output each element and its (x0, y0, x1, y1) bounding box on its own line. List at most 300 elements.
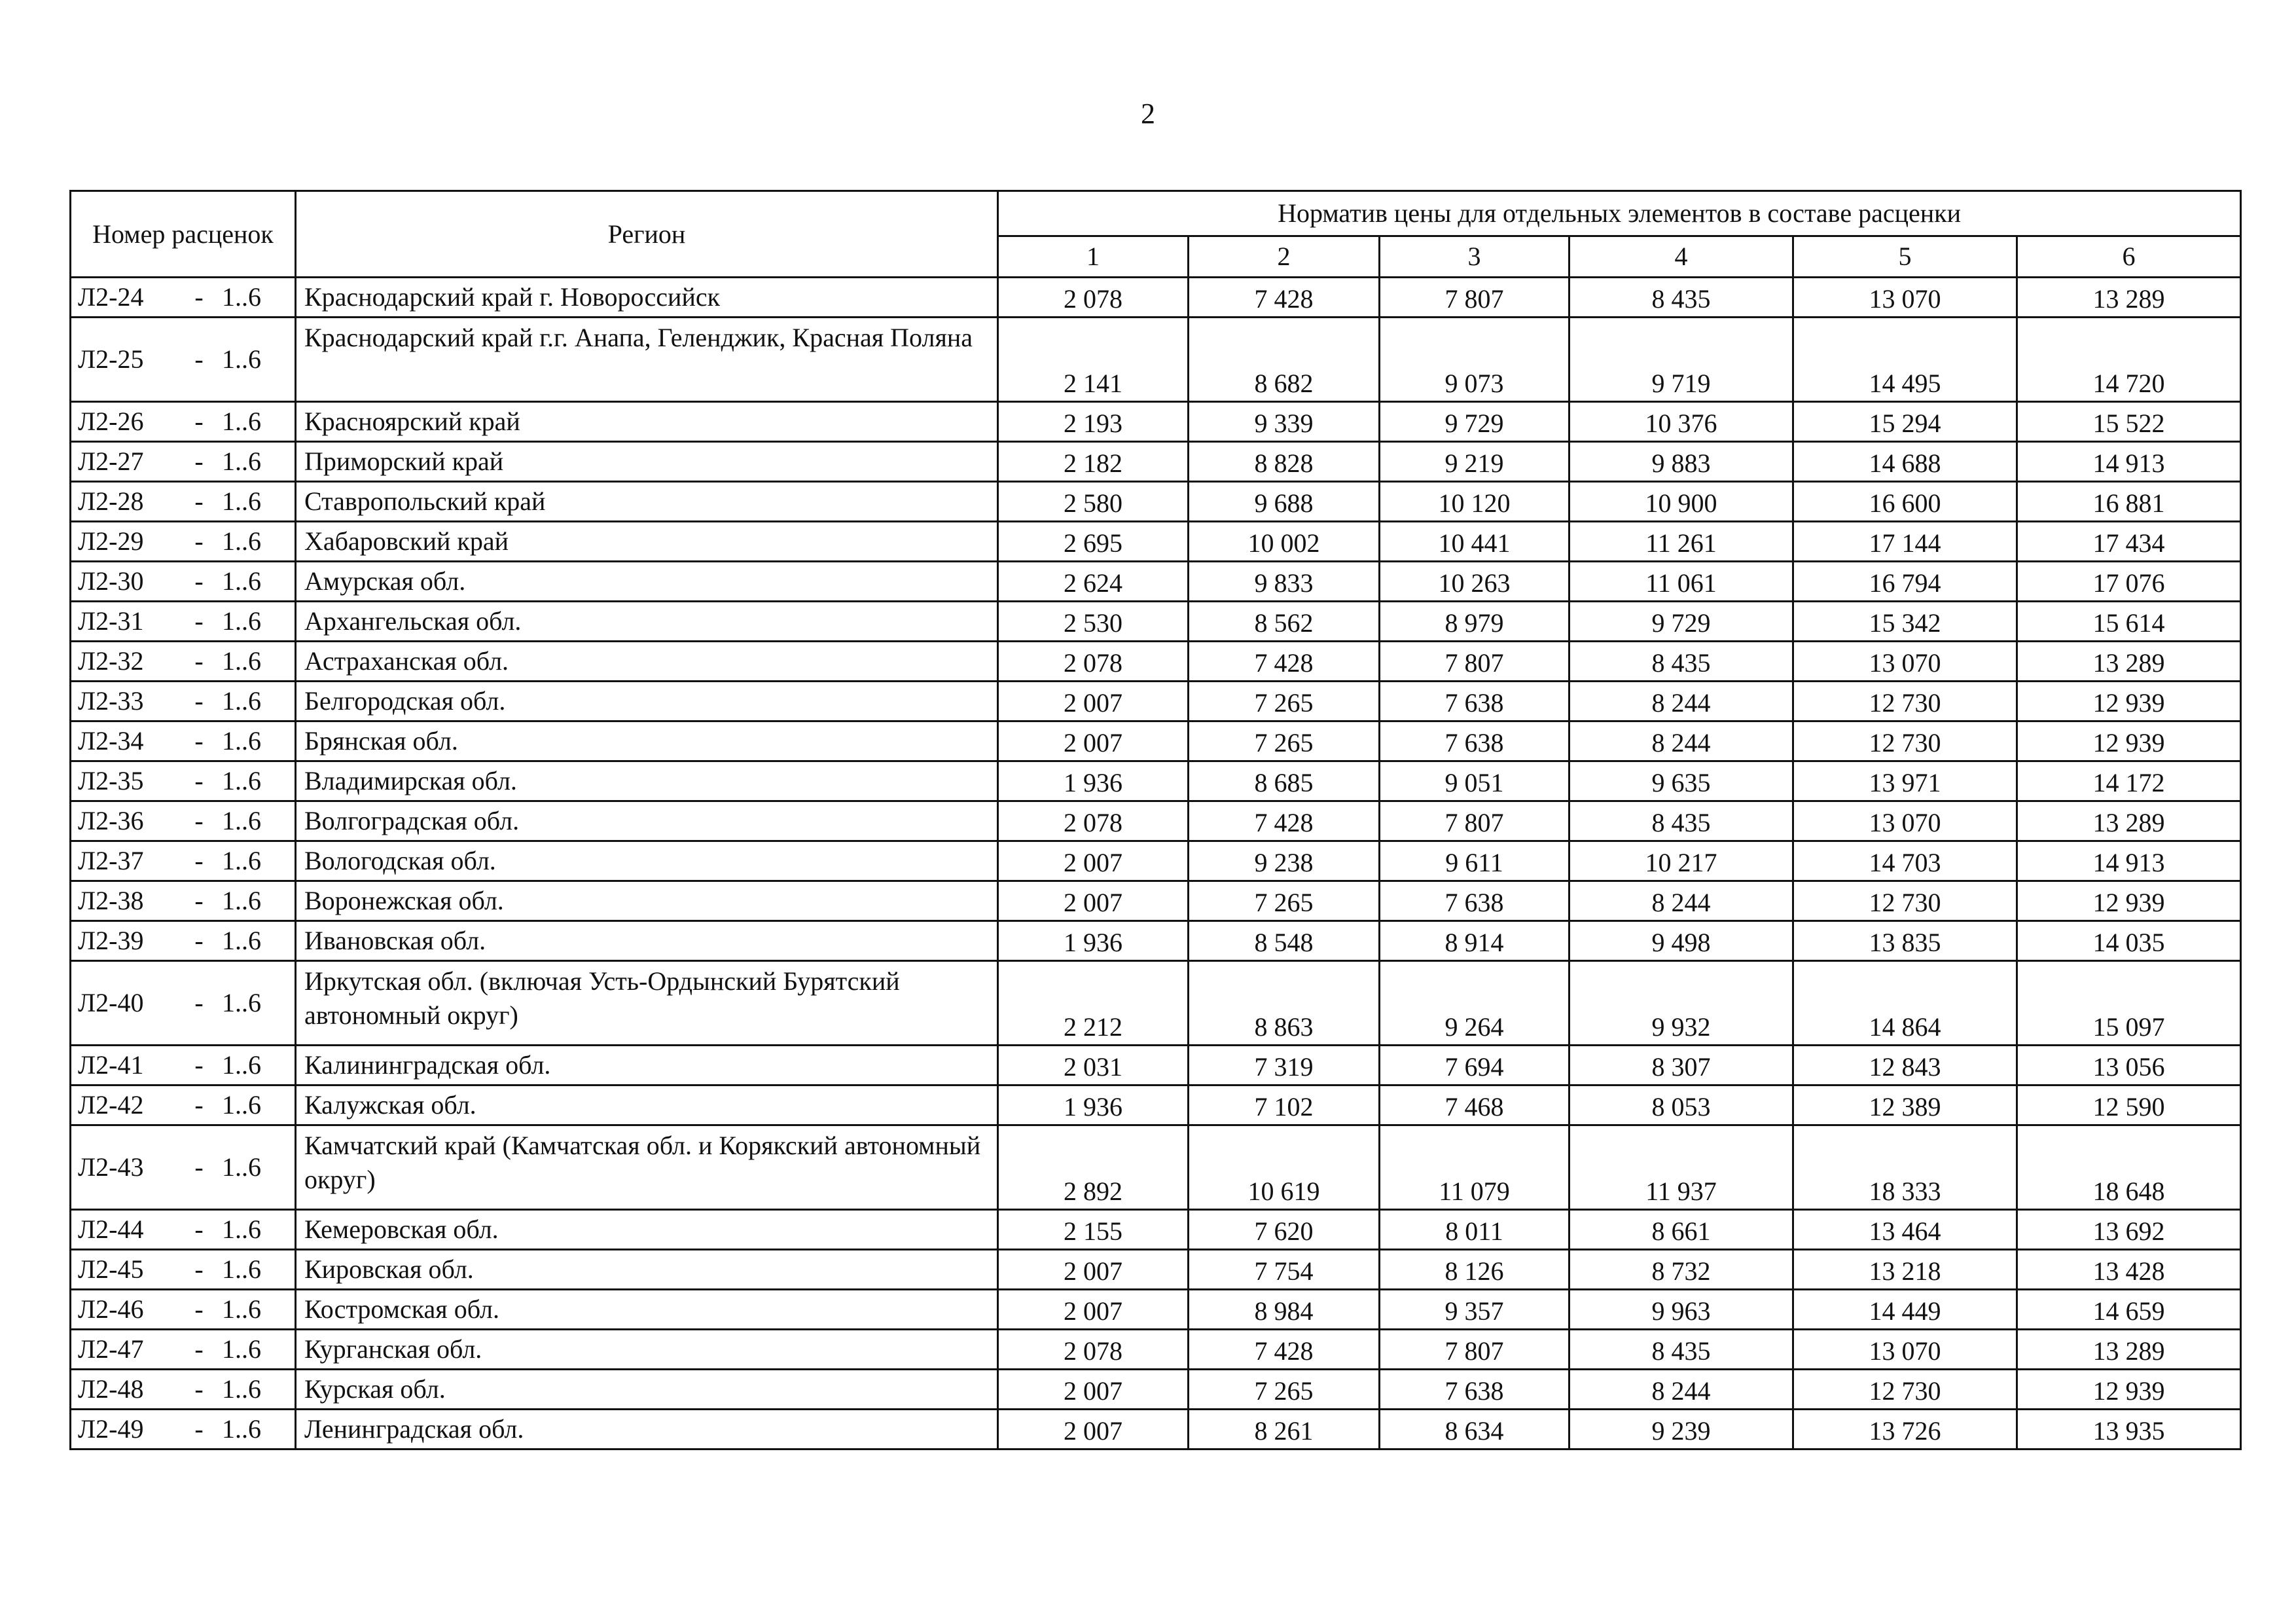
price-cell-5: 12 730 (1793, 1370, 2017, 1410)
price-cell-2: 8 548 (1189, 921, 1380, 961)
price-cell-4: 8 307 (1570, 1046, 1793, 1085)
table-row (71, 1085, 2241, 1125)
price-cell-3: 8 011 (1380, 1210, 1570, 1250)
price-cell-2: 9 688 (1189, 482, 1380, 522)
price-cell-6: 14 035 (2017, 921, 2241, 961)
rate-code-cell (71, 921, 296, 961)
price-cell-3: 9 073 (1380, 318, 1570, 402)
rate-range: 1..6 (222, 526, 261, 556)
region-cell: Архангельская обл. (296, 602, 998, 642)
region-cell: Хабаровский край (296, 522, 998, 562)
price-cell-5: 13 726 (1793, 1410, 2017, 1450)
price-cell-6: 13 428 (2017, 1250, 2241, 1290)
price-cell-5: 13 835 (1793, 921, 2017, 961)
price-cell-5: 13 218 (1793, 1250, 2017, 1290)
price-cell-5: 16 794 (1793, 562, 2017, 602)
price-cell-4: 8 732 (1570, 1250, 1793, 1290)
price-cell-3: 7 694 (1380, 1046, 1570, 1085)
table-row (71, 1250, 2241, 1290)
table-row (71, 841, 2241, 881)
price-cell-2: 7 428 (1189, 1330, 1380, 1370)
rate-code-cell (71, 1046, 296, 1085)
rate-range: 1..6 (222, 486, 261, 516)
rate-range: 1..6 (222, 646, 261, 676)
dash: - (194, 846, 204, 875)
header-element-6: 6 (2017, 236, 2241, 278)
price-cell-6: 15 097 (2017, 961, 2241, 1046)
price-cell-6: 13 289 (2017, 801, 2241, 841)
price-cell-6: 17 076 (2017, 562, 2241, 602)
rate-code-cell (71, 442, 296, 482)
dash: - (194, 1254, 204, 1284)
price-cell-3: 9 357 (1380, 1290, 1570, 1330)
price-cell-2: 7 102 (1189, 1085, 1380, 1125)
rate-code-cell (71, 278, 296, 318)
rate-range: 1..6 (222, 926, 261, 955)
table-row (71, 642, 2241, 682)
region-cell: Амурская обл. (296, 562, 998, 602)
table-row (71, 961, 2241, 1046)
rate-code-cell (71, 522, 296, 562)
rate-code-cell (71, 642, 296, 682)
rate-range: 1..6 (222, 1214, 261, 1244)
dash: - (194, 1414, 204, 1444)
price-cell-4: 9 729 (1570, 602, 1793, 642)
price-cell-1: 2 078 (998, 801, 1189, 841)
rate-code-cell (71, 801, 296, 841)
price-cell-2: 8 261 (1189, 1410, 1380, 1450)
rate-code: Л2-31 (78, 606, 144, 636)
rate-code: Л2-37 (78, 846, 144, 875)
price-cell-2: 7 428 (1189, 801, 1380, 841)
rate-code-cell (71, 1125, 296, 1210)
price-cell-3: 8 914 (1380, 921, 1570, 961)
table-row (71, 1210, 2241, 1250)
rate-code-cell (71, 1210, 296, 1250)
price-cell-5: 15 294 (1793, 402, 2017, 442)
price-cell-3: 9 264 (1380, 961, 1570, 1046)
rate-code: Л2-48 (78, 1374, 144, 1404)
table-row (71, 602, 2241, 642)
rate-code-cell (71, 482, 296, 522)
price-cell-3: 7 807 (1380, 278, 1570, 318)
price-cell-6: 16 881 (2017, 482, 2241, 522)
dash: - (194, 1374, 204, 1404)
table-row (71, 801, 2241, 841)
rate-code-cell (71, 841, 296, 881)
price-norm-table (69, 190, 2242, 1450)
dash: - (194, 926, 204, 955)
rate-code-cell (71, 961, 296, 1046)
price-cell-4: 8 053 (1570, 1085, 1793, 1125)
dash: - (194, 447, 204, 476)
price-cell-3: 9 051 (1380, 761, 1570, 801)
rate-range: 1..6 (222, 1152, 261, 1182)
table-row (71, 1330, 2241, 1370)
price-cell-1: 2 155 (998, 1210, 1189, 1250)
rate-range: 1..6 (222, 606, 261, 636)
rate-code: Л2-32 (78, 646, 144, 676)
price-cell-2: 10 619 (1189, 1125, 1380, 1210)
price-cell-1: 1 936 (998, 1085, 1189, 1125)
table-row (71, 278, 2241, 318)
rate-code: Л2-35 (78, 766, 144, 795)
price-cell-4: 9 932 (1570, 961, 1793, 1046)
price-cell-5: 13 070 (1793, 1330, 2017, 1370)
price-cell-6: 14 720 (2017, 318, 2241, 402)
price-cell-4: 9 498 (1570, 921, 1793, 961)
rate-code: Л2-33 (78, 686, 144, 716)
price-cell-2: 7 428 (1189, 278, 1380, 318)
price-cell-2: 8 863 (1189, 961, 1380, 1046)
price-cell-4: 8 661 (1570, 1210, 1793, 1250)
rate-code: Л2-25 (78, 344, 144, 374)
price-cell-2: 7 754 (1189, 1250, 1380, 1290)
rate-code: Л2-39 (78, 926, 144, 955)
price-cell-6: 12 939 (2017, 682, 2241, 721)
region-cell: Курская обл. (296, 1370, 998, 1410)
rate-range: 1..6 (222, 726, 261, 756)
rate-range: 1..6 (222, 282, 261, 312)
price-cell-5: 18 333 (1793, 1125, 2017, 1210)
header-code: Номер расценок (71, 191, 296, 278)
region-cell: Ставропольский край (296, 482, 998, 522)
rate-range: 1..6 (222, 1414, 261, 1444)
region-cell: Кемеровская обл. (296, 1210, 998, 1250)
table-row (71, 482, 2241, 522)
rate-code-cell (71, 318, 296, 402)
price-cell-5: 13 070 (1793, 801, 2017, 841)
price-cell-1: 2 530 (998, 602, 1189, 642)
rate-code: Л2-26 (78, 407, 144, 436)
dash: - (194, 1050, 204, 1080)
rate-range: 1..6 (222, 344, 261, 374)
dash: - (194, 726, 204, 756)
region-cell: Воронежская обл. (296, 881, 998, 921)
rate-range: 1..6 (222, 1090, 261, 1120)
dash: - (194, 1334, 204, 1364)
header-element-2: 2 (1189, 236, 1380, 278)
rate-code: Л2-41 (78, 1050, 144, 1080)
dash: - (194, 282, 204, 312)
region-cell: Камчатский край (Камчатская обл. и Корякский автономный округ) (296, 1125, 998, 1210)
rate-code-cell (71, 1085, 296, 1125)
table-row (71, 682, 2241, 721)
price-cell-1: 2 182 (998, 442, 1189, 482)
price-cell-1: 2 007 (998, 721, 1189, 761)
price-cell-6: 17 434 (2017, 522, 2241, 562)
dash: - (194, 1294, 204, 1324)
price-cell-5: 13 070 (1793, 642, 2017, 682)
price-cell-3: 7 638 (1380, 721, 1570, 761)
rate-range: 1..6 (222, 766, 261, 795)
price-cell-4: 8 244 (1570, 682, 1793, 721)
price-cell-6: 13 289 (2017, 278, 2241, 318)
rate-range: 1..6 (222, 1254, 261, 1284)
rate-range: 1..6 (222, 846, 261, 875)
rate-code-cell (71, 602, 296, 642)
price-cell-4: 10 217 (1570, 841, 1793, 881)
region-cell: Брянская обл. (296, 721, 998, 761)
price-cell-6: 12 939 (2017, 721, 2241, 761)
table-row (71, 318, 2241, 402)
price-cell-4: 8 244 (1570, 1370, 1793, 1410)
price-cell-3: 7 807 (1380, 801, 1570, 841)
price-cell-6: 14 172 (2017, 761, 2241, 801)
rate-code-cell (71, 721, 296, 761)
price-cell-6: 13 056 (2017, 1046, 2241, 1085)
rate-code: Л2-24 (78, 282, 144, 312)
rate-code: Л2-40 (78, 988, 144, 1017)
dash: - (194, 344, 204, 374)
price-cell-6: 13 289 (2017, 642, 2241, 682)
table-row (71, 721, 2241, 761)
rate-code-cell (71, 881, 296, 921)
region-cell: Калужская обл. (296, 1085, 998, 1125)
region-cell: Приморский край (296, 442, 998, 482)
price-cell-1: 2 141 (998, 318, 1189, 402)
price-cell-2: 8 984 (1189, 1290, 1380, 1330)
price-cell-1: 2 078 (998, 278, 1189, 318)
price-cell-2: 8 685 (1189, 761, 1380, 801)
table-row (71, 1290, 2241, 1330)
dash: - (194, 1214, 204, 1244)
region-cell: Волгоградская обл. (296, 801, 998, 841)
table-row (71, 522, 2241, 562)
price-cell-3: 8 126 (1380, 1250, 1570, 1290)
price-cell-6: 18 648 (2017, 1125, 2241, 1210)
rate-code: Л2-28 (78, 486, 144, 516)
table-row (71, 761, 2241, 801)
price-cell-5: 14 688 (1793, 442, 2017, 482)
price-cell-2: 9 833 (1189, 562, 1380, 602)
rate-code: Л2-47 (78, 1334, 144, 1364)
dash: - (194, 1152, 204, 1182)
price-cell-5: 12 389 (1793, 1085, 2017, 1125)
price-cell-3: 10 263 (1380, 562, 1570, 602)
rate-range: 1..6 (222, 566, 261, 596)
price-cell-6: 12 939 (2017, 881, 2241, 921)
price-cell-5: 12 730 (1793, 682, 2017, 721)
rate-range: 1..6 (222, 1334, 261, 1364)
price-cell-4: 11 937 (1570, 1125, 1793, 1210)
rate-code-cell (71, 402, 296, 442)
price-cell-1: 2 007 (998, 682, 1189, 721)
price-cell-4: 8 244 (1570, 881, 1793, 921)
price-cell-5: 14 703 (1793, 841, 2017, 881)
region-cell: Ленинградская обл. (296, 1410, 998, 1450)
price-cell-2: 9 339 (1189, 402, 1380, 442)
price-cell-2: 9 238 (1189, 841, 1380, 881)
price-cell-3: 8 634 (1380, 1410, 1570, 1450)
header-element-3: 3 (1380, 236, 1570, 278)
price-cell-1: 2 007 (998, 1410, 1189, 1450)
price-cell-1: 2 007 (998, 881, 1189, 921)
region-cell: Красноярский край (296, 402, 998, 442)
price-cell-4: 8 435 (1570, 278, 1793, 318)
rate-code: Л2-36 (78, 806, 144, 835)
rate-code: Л2-38 (78, 886, 144, 915)
rate-code: Л2-49 (78, 1414, 144, 1444)
price-cell-5: 17 144 (1793, 522, 2017, 562)
region-cell: Ивановская обл. (296, 921, 998, 961)
rate-code-cell (71, 1370, 296, 1410)
region-cell: Курганская обл. (296, 1330, 998, 1370)
price-cell-3: 9 611 (1380, 841, 1570, 881)
price-cell-3: 11 079 (1380, 1125, 1570, 1210)
price-cell-3: 10 120 (1380, 482, 1570, 522)
rate-code-cell (71, 682, 296, 721)
region-cell: Краснодарский край г. Новороссийск (296, 278, 998, 318)
region-cell: Белгородская обл. (296, 682, 998, 721)
price-cell-5: 14 864 (1793, 961, 2017, 1046)
price-cell-4: 8 435 (1570, 1330, 1793, 1370)
rate-code-cell (71, 761, 296, 801)
price-cell-6: 13 935 (2017, 1410, 2241, 1450)
price-cell-1: 1 936 (998, 761, 1189, 801)
rate-range: 1..6 (222, 886, 261, 915)
region-cell: Астраханская обл. (296, 642, 998, 682)
price-cell-6: 12 939 (2017, 1370, 2241, 1410)
table-row (71, 881, 2241, 921)
rate-code: Л2-45 (78, 1254, 144, 1284)
price-cell-3: 7 468 (1380, 1085, 1570, 1125)
rate-code: Л2-29 (78, 526, 144, 556)
page-number: 2 (1141, 98, 1155, 130)
price-cell-2: 7 620 (1189, 1210, 1380, 1250)
price-cell-5: 13 464 (1793, 1210, 2017, 1250)
price-cell-3: 7 807 (1380, 642, 1570, 682)
price-cell-4: 9 635 (1570, 761, 1793, 801)
price-cell-5: 14 495 (1793, 318, 2017, 402)
price-cell-3: 7 638 (1380, 1370, 1570, 1410)
rate-range: 1..6 (222, 1374, 261, 1404)
price-cell-3: 7 638 (1380, 682, 1570, 721)
dash: - (194, 766, 204, 795)
region-cell: Владимирская обл. (296, 761, 998, 801)
price-cell-5: 12 730 (1793, 721, 2017, 761)
price-cell-6: 13 289 (2017, 1330, 2241, 1370)
price-cell-5: 12 843 (1793, 1046, 2017, 1085)
price-cell-5: 16 600 (1793, 482, 2017, 522)
price-cell-6: 13 692 (2017, 1210, 2241, 1250)
price-cell-4: 10 900 (1570, 482, 1793, 522)
rate-range: 1..6 (222, 1294, 261, 1324)
price-cell-3: 9 729 (1380, 402, 1570, 442)
dash: - (194, 646, 204, 676)
rate-code-cell (71, 1290, 296, 1330)
rate-range: 1..6 (222, 447, 261, 476)
region-cell: Калининградская обл. (296, 1046, 998, 1085)
table-row (71, 1410, 2241, 1450)
region-cell: Иркутская обл. (включая Усть-Ордынский Бурятский автономный округ) (296, 961, 998, 1046)
price-cell-1: 2 007 (998, 1290, 1189, 1330)
price-cell-1: 2 078 (998, 642, 1189, 682)
dash: - (194, 686, 204, 716)
header-norm-group: Норматив цены для отдельных элементов в составе расценки (998, 191, 2241, 236)
price-cell-5: 12 730 (1793, 881, 2017, 921)
header-region: Регион (296, 191, 998, 278)
table-row (71, 442, 2241, 482)
price-cell-3: 9 219 (1380, 442, 1570, 482)
region-cell: Костромская обл. (296, 1290, 998, 1330)
rate-range: 1..6 (222, 1050, 261, 1080)
dash: - (194, 606, 204, 636)
rate-range: 1..6 (222, 988, 261, 1017)
rate-code: Л2-30 (78, 566, 144, 596)
price-cell-1: 2 007 (998, 1250, 1189, 1290)
dash: - (194, 806, 204, 835)
price-cell-5: 14 449 (1793, 1290, 2017, 1330)
price-cell-6: 12 590 (2017, 1085, 2241, 1125)
header-element-5: 5 (1793, 236, 2017, 278)
price-cell-2: 8 682 (1189, 318, 1380, 402)
price-cell-5: 15 342 (1793, 602, 2017, 642)
table-row (71, 1125, 2241, 1210)
price-cell-3: 7 638 (1380, 881, 1570, 921)
price-cell-4: 10 376 (1570, 402, 1793, 442)
price-cell-1: 2 007 (998, 841, 1189, 881)
price-cell-6: 15 614 (2017, 602, 2241, 642)
rate-range: 1..6 (222, 686, 261, 716)
rate-code-cell (71, 1330, 296, 1370)
region-cell: Кировская обл. (296, 1250, 998, 1290)
price-cell-1: 2 624 (998, 562, 1189, 602)
price-cell-3: 10 441 (1380, 522, 1570, 562)
rate-code: Л2-34 (78, 726, 144, 756)
price-cell-4: 11 261 (1570, 522, 1793, 562)
price-cell-2: 7 428 (1189, 642, 1380, 682)
price-cell-4: 8 435 (1570, 642, 1793, 682)
price-cell-1: 2 695 (998, 522, 1189, 562)
rate-code: Л2-46 (78, 1294, 144, 1324)
price-cell-2: 10 002 (1189, 522, 1380, 562)
table-row (71, 402, 2241, 442)
price-cell-2: 8 828 (1189, 442, 1380, 482)
header-element-1: 1 (998, 236, 1189, 278)
table-row (71, 1370, 2241, 1410)
price-cell-4: 8 435 (1570, 801, 1793, 841)
rate-range: 1..6 (222, 806, 261, 835)
price-cell-4: 11 061 (1570, 562, 1793, 602)
price-cell-6: 15 522 (2017, 402, 2241, 442)
table-row (71, 921, 2241, 961)
dash: - (194, 526, 204, 556)
price-cell-4: 9 963 (1570, 1290, 1793, 1330)
price-cell-2: 7 265 (1189, 881, 1380, 921)
price-cell-1: 2 031 (998, 1046, 1189, 1085)
dash: - (194, 407, 204, 436)
rate-code: Л2-27 (78, 447, 144, 476)
price-cell-4: 9 883 (1570, 442, 1793, 482)
dash: - (194, 886, 204, 915)
price-cell-5: 13 070 (1793, 278, 2017, 318)
price-cell-6: 14 659 (2017, 1290, 2241, 1330)
price-cell-2: 7 265 (1189, 682, 1380, 721)
dash: - (194, 566, 204, 596)
price-cell-6: 14 913 (2017, 442, 2241, 482)
header-element-4: 4 (1570, 236, 1793, 278)
price-cell-1: 2 078 (998, 1330, 1189, 1370)
table-row (71, 562, 2241, 602)
price-cell-4: 9 719 (1570, 318, 1793, 402)
price-cell-2: 7 265 (1189, 721, 1380, 761)
price-cell-4: 8 244 (1570, 721, 1793, 761)
rate-code-cell (71, 1410, 296, 1450)
price-cell-3: 8 979 (1380, 602, 1570, 642)
rate-code: Л2-43 (78, 1152, 144, 1182)
region-cell: Краснодарский край г.г. Анапа, Геленджик, Красная Поляна (296, 318, 998, 402)
